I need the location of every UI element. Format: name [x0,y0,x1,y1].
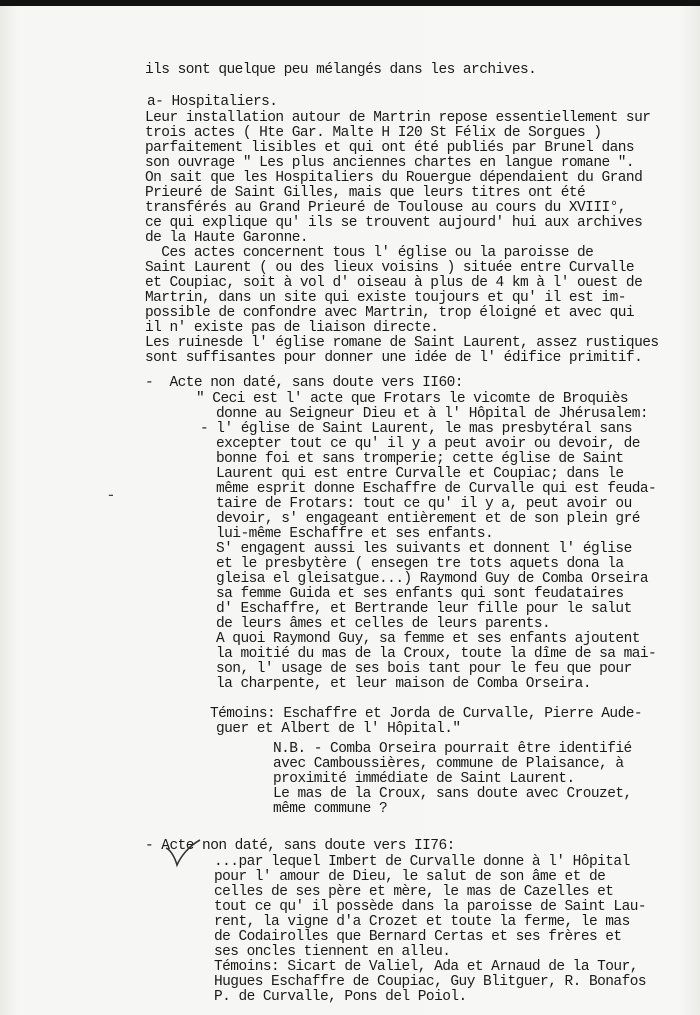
quote-line: gleisa el gleisatgue...) Raymond Guy de Comba Orseira [216,571,649,587]
scan-edge [0,0,700,6]
witnesses-line: Témoins: Eschaffre et Jorda de Curvalle, Pierre Aude- [210,706,643,722]
quote-line: de leurs âmes et celles de leurs parents. [216,616,551,632]
paragraph-line: parfaitement lisibles et qui ont été publiés par Brunel dans [145,140,635,156]
paragraph-line: Prieuré de Saint Gilles, mais que leurs titres ont été [145,185,586,201]
quote-line: A quoi Raymond Guy, sa femme et ses enfants ajoutent [216,631,640,647]
quote-line: donne au Seigneur Dieu et à l' Hôpital de Jhérusalem: [216,406,649,422]
quote-line: " Ceci est l' acte que Frotars le vicomte de Broquiès [196,391,629,407]
quote-line: la moitié du mas de la Croux, toute la dîme de sa mai- [216,646,657,662]
note-line: Le mas de la Croux, sans doute avec Crouzet, [273,786,632,802]
paragraph-line: Ces actes concernent tous l' église ou la paroisse de [145,245,594,261]
quote-line: taire de Frotars: tout ce qu' il y a, peut avoir ou [216,496,632,512]
quote-line: S' engagent aussi les suivants et donnent l' église [216,541,632,557]
witnesses-line: Hugues Eschaffre de Coupiac, Guy Blitguer, R. Bonafos [214,974,647,990]
note-line: même commune ? [273,801,388,817]
quote-line: même esprit donne Eschaffre de Curvalle qui est feuda- [216,481,657,497]
act-heading: - Acte non daté, sans doute vers II60: [145,375,463,391]
paragraph-line: ce qui explique qu' ils se trouvent aujourd' hui aux archives [145,215,643,231]
quote-line: d' Eschaffre, et Bertrande leur fille pour le salut [216,601,632,617]
note-line: proximité immédiate de Saint Laurent. [273,771,575,787]
handwritten-check-icon [163,838,203,868]
paragraph-line: de la Haute Garonne. [145,230,309,246]
quote-line: ...par lequel Imbert de Curvalle donne à l' Hôpital [214,854,630,870]
quote-line: de Codairolles que Bernard Certas et ses frères et [214,929,622,945]
quote-line: tout ce qu' il possède dans la paroisse de Saint Lau- [214,899,647,915]
quote-line: lui-même Eschaffre et ses enfants. [216,526,494,542]
intro-line: ils sont quelque peu mélangés dans les archives. [145,62,537,78]
paragraph-line: Leur installation autour de Martrin repose essentiellement sur [145,110,651,126]
quote-line: et le presbytère ( ensegen tre tots aquets dona la [216,556,624,572]
quote-line: sa femme Guida et ses enfants qui sont feudataires [216,586,624,602]
quote-line: excepter tout ce qu' il y a peut avoir ou devoir, de [216,436,640,452]
note-line: N.B. - Comba Orseira pourrait être identifié [273,741,632,757]
quote-line: - l' église de Saint Laurent, le mas presbytéral sans [200,421,633,437]
paragraph-line: On sait que les Hospitaliers du Rouergue dépendaient du Grand [145,170,643,186]
act-heading: - Acte non daté, sans doute vers II76: [145,838,455,854]
paragraph-line: Martrin, dans un site qui existe toujours et qu' il est im- [145,290,626,306]
margin-dash: - [108,485,114,504]
quote-line: pour l' amour de Dieu, le salut de son âme et de [214,869,606,885]
quote-line: bonne foi et sans tromperie; cette église de Saint [216,451,624,467]
paragraph-line: et Coupiac, soit à vol d' oiseau à plus de 4 km à l' ouest de [145,275,643,291]
note-line: avec Camboussières, commune de Plaisance, à [273,756,624,772]
paragraph-line: trois actes ( Hte Gar. Malte H I20 St Félix de Sorgues ) [145,125,602,141]
quote-line: celles de ses père et mère, le mas de Cazelles et [214,884,614,900]
quote-line: Témoins: Sicart de Valiel, Ada et Arnaud de la Tour, [214,959,638,975]
quote-line: devoir, s' engageant entièrement et de son plein gré [216,511,640,527]
paragraph-line: il n' existe pas de liaison directe. [145,320,439,336]
paragraph-line: Saint Laurent ( ou des lieux voisins ) située entre Curvalle [145,260,635,276]
paragraph-line: transférés au Grand Prieuré de Toulouse au cours du XVIII°, [145,200,626,216]
section-heading: a- Hospitaliers. [147,94,278,110]
quote-line: rent, la vigne d'a Crozet et toute la ferme, le mas [214,914,630,930]
quote-line: son, l' usage de ses bois tant pour le feu que pour [216,661,632,677]
quote-line: la charpente, et leur maison de Comba Orseira. [216,676,591,692]
quote-line: Laurent qui est entre Curvalle et Coupiac; dans le [216,466,624,482]
quote-line: ses oncles tiennent en alleu. [214,944,451,960]
paragraph-line: son ouvrage " Les plus anciennes chartes en langue romane ". [145,155,635,171]
paragraph-line: Les ruinesde l' église romane de Saint Laurent, assez rustiques [145,335,659,351]
paragraph-line: sont suffisantes pour donner une idée de l' édifice primitif. [145,350,643,366]
paragraph-line: possible de confondre avec Martrin, trop éloigné et avec qui [145,305,635,321]
witnesses-line: P. de Curvalle, Pons del Poiol. [214,989,467,1005]
witnesses-line: guer et Albert de l' Hôpital." [216,721,461,737]
